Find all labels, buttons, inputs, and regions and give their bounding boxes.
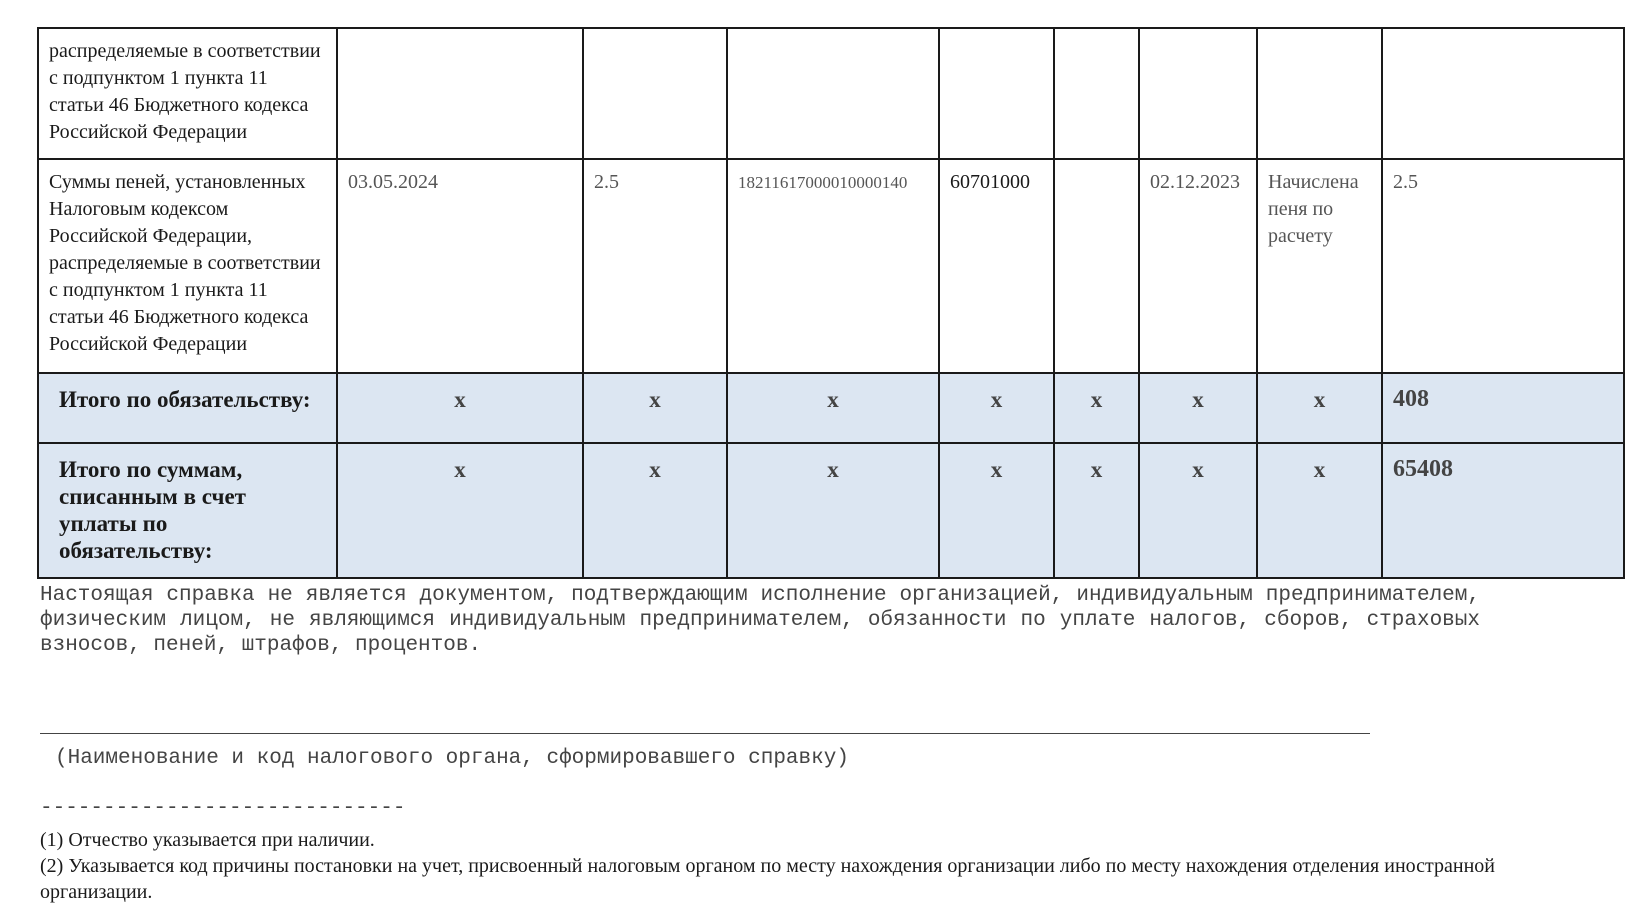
row-date: [337, 28, 583, 159]
row-extra: [1054, 28, 1139, 159]
total-written-off-label: Итого по суммам, списанным в счет уплаты по обязательству:: [38, 443, 337, 578]
row-date: 03.05.2024: [337, 159, 583, 373]
footnote-1: (1) Отчество указывается при наличии.: [40, 829, 375, 851]
total-mark: x: [1054, 373, 1139, 443]
obligations-table: [37, 27, 1625, 579]
total-mark: x: [583, 443, 727, 578]
disclaimer-notice: Настоящая справка не является документом, подтверждающим исполнение организацией, индивидуальным предпринимателем, физическим лицом, не являющимся индивидуальным предпринимателем, обязанности по уплате налогов, сборов, страховых взносов, пеней, штрафов, процентов.: [40, 584, 1493, 657]
footnote-2: (2) Указывается код причины постановки на учет, присвоенный налоговым органом по месту нахождения организации либо по месту нахождения отделения иностранной организации.: [40, 855, 1495, 903]
row-oktmo: 60701000: [939, 159, 1054, 373]
footnotes: [40, 827, 1600, 905]
total-obligation-sum: 408: [1382, 373, 1624, 443]
row-kbk: 18211617000010000140: [727, 159, 939, 373]
table-row: [38, 28, 1624, 159]
total-obligation-row: [38, 373, 1624, 443]
total-mark: x: [1257, 443, 1382, 578]
table-row: [38, 159, 1624, 373]
total-mark: x: [337, 443, 583, 578]
row-amount: 2.5: [583, 159, 727, 373]
total-mark: x: [583, 373, 727, 443]
row-due-date: [1139, 28, 1257, 159]
row-kbk: [727, 28, 939, 159]
authority-signature-line: [40, 733, 1370, 734]
total-mark: x: [1054, 443, 1139, 578]
row-note: [1257, 28, 1382, 159]
row-amount: [583, 28, 727, 159]
footnote-separator: -----------------------------: [40, 797, 406, 820]
row-due-date: 02.12.2023: [1139, 159, 1257, 373]
total-mark: x: [337, 373, 583, 443]
total-obligation-label: Итого по обязательству:: [38, 373, 337, 443]
authority-caption: (Наименование и код налогового органа, сформировавшего справку): [55, 747, 849, 770]
row-sum: [1382, 28, 1624, 159]
total-mark: x: [727, 443, 939, 578]
row-sum: 2.5: [1382, 159, 1624, 373]
total-mark: x: [1139, 373, 1257, 443]
total-mark: x: [939, 373, 1054, 443]
row-extra: [1054, 159, 1139, 373]
row-description: распределяемые в соответствии с подпунктом 1 пункта 11 статьи 46 Бюджетного кодекса Российской Федерации: [38, 28, 337, 159]
total-written-off-sum: 65408: [1382, 443, 1624, 578]
row-oktmo: [939, 28, 1054, 159]
total-mark: x: [939, 443, 1054, 578]
row-note: Начислена пеня по расчету: [1257, 159, 1382, 373]
row-description: Суммы пеней, установленных Налоговым кодексом Российской Федерации, распределяемые в соответствии с подпунктом 1 пункта 11 статьи 46 Бюджетного кодекса Российской Федерации: [38, 159, 337, 373]
total-mark: x: [1139, 443, 1257, 578]
total-mark: x: [727, 373, 939, 443]
total-mark: x: [1257, 373, 1382, 443]
total-written-off-row: [38, 443, 1624, 578]
